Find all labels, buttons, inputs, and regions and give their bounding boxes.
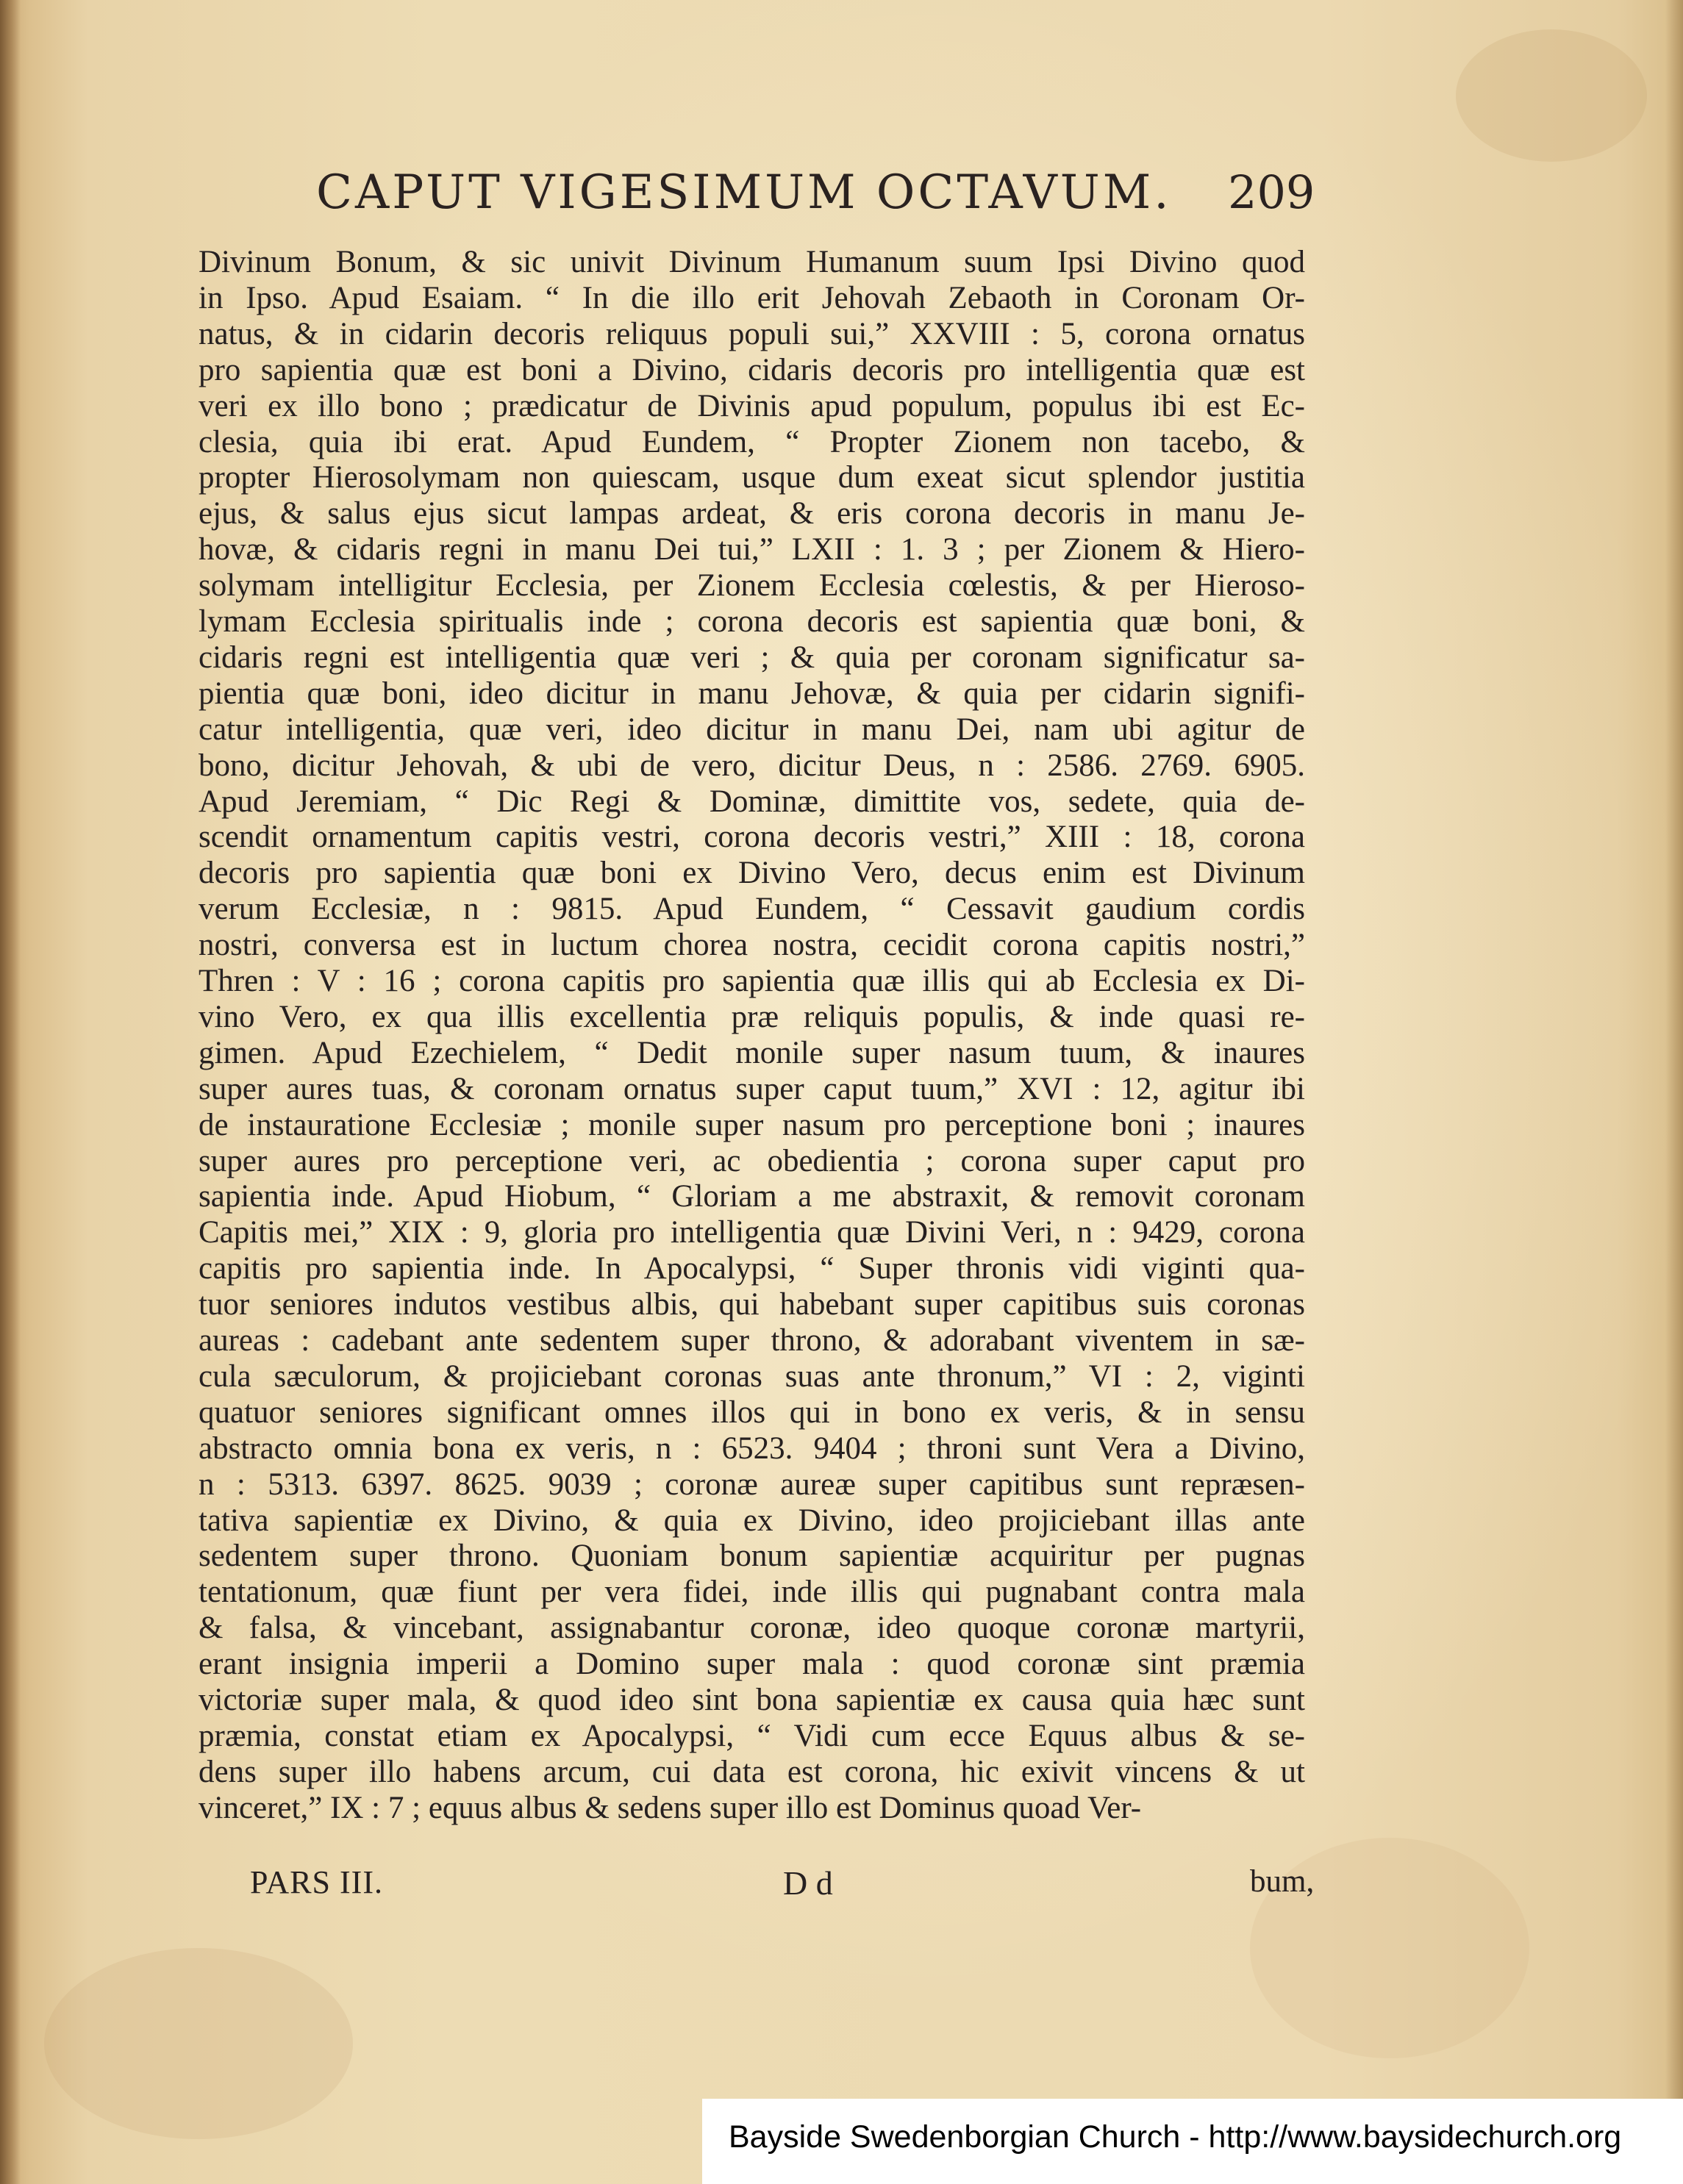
text-line: dens super illo habens arcum, cui data est corona, hic exivit vincens & ut xyxy=(199,1755,1305,1789)
watermark-banner xyxy=(702,2099,1683,2184)
text-line: scendit ornamentum capitis vestri, corona decoris vestri,” XIII : 18, corona xyxy=(199,820,1305,854)
text-line: natus, & in cidarin decoris reliquus populi sui,” XXVIII : 5, corona ornatus xyxy=(199,317,1305,351)
body-text xyxy=(199,245,1305,1862)
running-head: CAPUT VIGESIMUM OCTAVUM. xyxy=(316,165,1172,220)
page-gutter-shadow xyxy=(0,0,21,2184)
text-line: gimen. Apud Ezechielem, “ Dedit monile super nasum tuum, & inaures xyxy=(199,1036,1305,1070)
text-line: tentationum, quæ fiunt per vera fidei, inde illis qui pugnabant contra mala xyxy=(199,1575,1305,1609)
text-line: in Ipso. Apud Esaiam. “ In die illo erit Jehovah Zebaoth in Coronam Or- xyxy=(199,281,1305,315)
text-line: hovæ, & cidaris regni in manu Dei tui,” LXII : 1. 3 ; per Zionem & Hiero- xyxy=(199,532,1305,567)
text-line: victoriæ super mala, & quod ideo sint bona sapientiæ ex causa quia hæc sunt xyxy=(199,1683,1305,1717)
text-line: vino Vero, ex qua illis excellentia præ reliquis populis, & inde quasi re- xyxy=(199,1000,1305,1034)
text-line: solymam intelligitur Ecclesia, per Zionem Ecclesia cœlestis, & per Hieroso- xyxy=(199,568,1305,603)
text-line: cidaris regni est intelligentia quæ veri ; & quia per coronam significatur sa- xyxy=(199,640,1305,675)
text-line: cula sæculorum, & projiciebant coronas suas ante thronum,” VI : 2, viginti xyxy=(199,1359,1305,1394)
banner-text: Bayside Swedenborgian Church - http://www.baysidechurch.org xyxy=(729,2119,1622,2155)
text-line: Divinum Bonum, & sic univit Divinum Humanum suum Ipsi Divino quod xyxy=(199,245,1305,279)
text-line: pientia quæ boni, ideo dicitur in manu Jehovæ, & quia per cidarin signifi- xyxy=(199,676,1305,711)
paper-stain xyxy=(1456,29,1647,162)
paper-stain xyxy=(44,1948,353,2139)
catchword: bum, xyxy=(1250,1864,1315,1899)
text-line: sedentem super throno. Quoniam bonum sapientiæ acquiritur per pugnas xyxy=(199,1539,1305,1573)
text-line: bono, dicitur Jehovah, & ubi de vero, dicitur Deus, n : 2586. 2769. 6905. xyxy=(199,748,1305,783)
text-line: super aures pro perceptione veri, ac obedientia ; corona super caput pro xyxy=(199,1144,1305,1178)
text-line: pro sapientia quæ est boni a Divino, cidaris decoris pro intelligentia quæ est xyxy=(199,353,1305,387)
signature-mark: D d xyxy=(783,1864,833,1902)
text-line: veri ex illo bono ; prædicatur de Divinis apud populum, populus ibi est Ec- xyxy=(199,389,1305,423)
text-line: erant insignia imperii a Domino super mala : quod coronæ sint præmia xyxy=(199,1647,1305,1681)
text-line: quatuor seniores significant omnes illos qui in bono ex veris, & in sensu xyxy=(199,1395,1305,1430)
text-line: catur intelligentia, quæ veri, ideo dicitur in manu Dei, nam ubi agitur de xyxy=(199,712,1305,747)
page-edge-shadow xyxy=(1665,0,1683,2184)
text-line: clesia, quia ibi erat. Apud Eundem, “ Propter Zionem non tacebo, & xyxy=(199,425,1305,459)
text-line: nostri, conversa est in luctum chorea nostra, cecidit corona capitis nostri,” xyxy=(199,928,1305,962)
text-line: super aures tuas, & coronam ornatus super caput tuum,” XVI : 12, agitur ibi xyxy=(199,1072,1305,1106)
text-line: tativa sapientiæ ex Divino, & quia ex Divino, ideo projiciebant illas ante xyxy=(199,1503,1305,1538)
text-line: sapientia inde. Apud Hiobum, “ Gloriam a me abstraxit, & removit coronam xyxy=(199,1179,1305,1214)
text-line: capitis pro sapientia inde. In Apocalypsi, “ Super thronis vidi viginti qua- xyxy=(199,1251,1305,1286)
text-line: Capitis mei,” XIX : 9, gloria pro intelligentia quæ Divini Veri, n : 9429, corona xyxy=(199,1215,1305,1250)
text-line: præmia, constat etiam ex Apocalypsi, “ Vidi cum ecce Equus albus & se- xyxy=(199,1719,1305,1753)
text-line: vinceret,” IX : 7 ; equus albus & sedens super illo est Dominus quoad Ver- xyxy=(199,1791,1142,1825)
page-header xyxy=(191,157,1316,237)
text-line: ejus, & salus ejus sicut lampas ardeat, & eris corona decoris in manu Je- xyxy=(199,496,1305,531)
text-line: & falsa, & vincebant, assignabantur coronæ, ideo quoque coronæ martyrii, xyxy=(199,1611,1305,1645)
page-footer xyxy=(243,1863,1323,1915)
text-line: Thren : V : 16 ; corona capitis pro sapientia quæ illis qui ab Ecclesia ex Di- xyxy=(199,964,1305,998)
text-line: tuor seniores indutos vestibus albis, qui habebant super capitibus suis coronas xyxy=(199,1287,1305,1322)
text-line: abstracto omnia bona ex veris, n : 6523. 9404 ; throni sunt Vera a Divino, xyxy=(199,1431,1305,1466)
text-line: propter Hierosolymam non quiescam, usque dum exeat sicut splendor justitia xyxy=(199,460,1305,495)
part-label: PARS III. xyxy=(250,1864,383,1900)
text-line: n : 5313. 6397. 8625. 9039 ; coronæ aureæ super capitibus sunt repræsen- xyxy=(199,1467,1305,1502)
text-line: de instauratione Ecclesiæ ; monile super nasum pro perceptione boni ; inaures xyxy=(199,1108,1305,1142)
text-line: decoris pro sapientia quæ boni ex Divino Vero, decus enim est Divinum xyxy=(199,856,1305,890)
text-line: lymam Ecclesia spiritualis inde ; corona decoris est sapientia quæ boni, & xyxy=(199,604,1305,639)
text-line: aureas : cadebant ante sedentem super throno, & adorabant viventem in sæ- xyxy=(199,1323,1305,1358)
text-line: Apud Jeremiam, “ Dic Regi & Dominæ, dimittite vos, sedete, quia de- xyxy=(199,784,1305,819)
page-number: 209 xyxy=(1228,165,1315,219)
text-line: verum Ecclesiæ, n : 9815. Apud Eundem, “ Cessavit gaudium cordis xyxy=(199,892,1305,926)
